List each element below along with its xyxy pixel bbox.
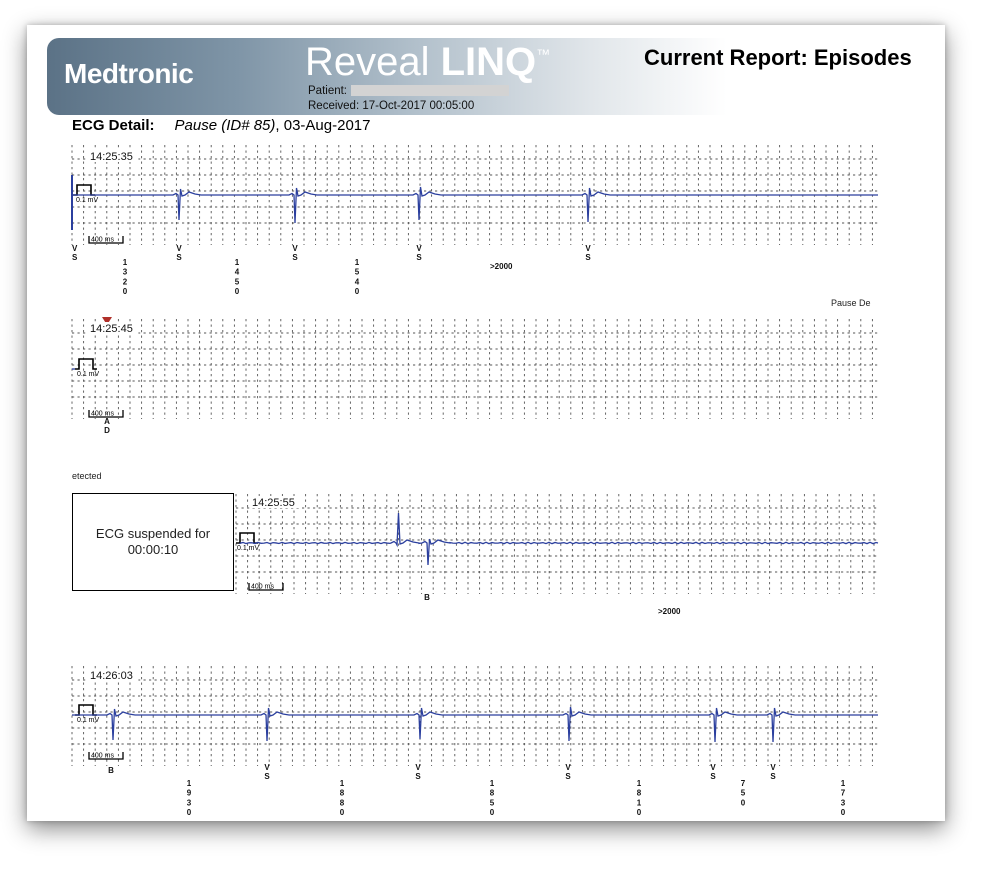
report-page (27, 25, 945, 821)
marker-label-4: S (565, 772, 571, 781)
rr-interval-1: 1 (234, 258, 240, 267)
ecg-grid-3 (236, 494, 878, 594)
gain-label-2: 0.1 mV (77, 371, 100, 378)
long-interval-1: >2000 (490, 262, 513, 271)
marker-label-1: V (585, 244, 591, 253)
rr-interval-4: 9 (186, 788, 192, 798)
suspended-text: ECG suspended for (95, 526, 211, 541)
rr-interval-1: 2 (122, 277, 128, 287)
marker-label-2: A (104, 417, 110, 426)
marker-label-4: S (710, 772, 716, 781)
rr-interval-4: 1 (339, 779, 345, 788)
ecg-detail-label: ECG Detail: (72, 117, 155, 134)
rr-interval-1: 5 (354, 267, 360, 277)
rr-interval-1: 0 (354, 287, 360, 297)
marker-label-4: V (565, 763, 571, 772)
report-title: Current Report: Episodes (644, 45, 912, 70)
rr-interval-4: 1 (186, 779, 192, 788)
rr-interval-4: 0 (489, 808, 495, 818)
gain-label-4: 0.1 mV (77, 717, 100, 724)
rr-interval-4: 1 (636, 798, 642, 808)
marker-label-4: S (415, 772, 421, 781)
rr-interval-1: 0 (234, 287, 240, 297)
ecg-grid-4 (72, 666, 878, 766)
marker-label-1: S (176, 253, 182, 262)
rr-interval-4: 8 (339, 788, 345, 798)
rr-interval-1: 4 (354, 277, 360, 287)
marker-label-4: V (264, 763, 270, 772)
strip-time-4: 14:26:03 (90, 670, 133, 682)
rr-interval-1: 3 (122, 267, 128, 277)
marker-label-1: S (416, 253, 422, 262)
scale-bar-label-4: 400 ms (91, 752, 114, 760)
rr-interval-4: 1 (840, 779, 846, 788)
rr-interval-4: 3 (186, 798, 192, 808)
calibration-pulse-4 (75, 705, 97, 715)
received-date: Received: 17-Oct-2017 00:05:00 (308, 100, 475, 112)
strip-time-3: 14:25:55 (252, 497, 295, 509)
rr-interval-4: 0 (339, 808, 345, 818)
scale-bar-label-3: 400 ms (251, 583, 274, 591)
marker-label-4: S (770, 772, 776, 781)
episode-date: , 03-Aug-2017 (275, 117, 371, 134)
episode-name: Pause (ID# 85) (174, 117, 276, 134)
rr-interval-1: 1 (122, 258, 128, 267)
rr-interval-4: 8 (489, 788, 495, 798)
calibration-pulse-2 (75, 359, 97, 369)
ecg-grid-2 (72, 319, 878, 419)
rr-interval-4: 8 (636, 788, 642, 798)
rr-interval-4: 0 (740, 798, 746, 808)
marker-label-4: V (415, 763, 421, 772)
marker-label-partial: S (72, 253, 78, 262)
marker-label-1: S (585, 253, 591, 262)
rr-interval-4: 5 (489, 798, 495, 808)
marker-label-2: D (104, 426, 110, 435)
rr-interval-4: 7 (840, 788, 846, 798)
rr-interval-4: 0 (186, 808, 192, 818)
rr-interval-4: 0 (636, 808, 642, 818)
gain-label-3: 0.1 mV (237, 545, 260, 552)
strip-time-2: 14:25:45 (90, 323, 133, 335)
rr-interval-1: 5 (234, 277, 240, 287)
scale-bar-label-1: 400 ms (91, 236, 114, 244)
pause-detected-note: Pause De (831, 298, 871, 308)
marker-label-partial: V (72, 244, 78, 253)
marker-label-1: S (292, 253, 298, 262)
marker-label-4: S (264, 772, 270, 781)
product-logo: Reveal LINQ™ (305, 40, 551, 84)
rr-interval-4: 1 (489, 779, 495, 788)
marker-label-1: V (292, 244, 298, 253)
patient-label: Patient: (308, 85, 347, 97)
long-interval-3: >2000 (658, 607, 681, 616)
rr-interval-1: 4 (234, 267, 240, 277)
rr-interval-4: 7 (740, 779, 746, 788)
ecg-suspended-box (72, 493, 234, 591)
gain-label-1: 0.1 mV (76, 197, 99, 204)
strip-time-1: 14:25:35 (90, 151, 133, 163)
rr-interval-4: 0 (840, 808, 846, 818)
ecg-strips (27, 25, 945, 821)
rr-interval-1: 0 (122, 287, 128, 297)
marker-label-4: V (770, 763, 776, 772)
rr-interval-4: 3 (840, 798, 846, 808)
marker-label-4: B (108, 766, 114, 775)
brand-logo: Medtronic (64, 58, 194, 89)
marker-label-3: B (424, 593, 430, 602)
rr-interval-1: 1 (354, 258, 360, 267)
marker-label-4: V (710, 763, 716, 772)
rr-interval-4: 8 (339, 798, 345, 808)
ecg-trace-3 (240, 513, 878, 565)
ecg-trace-1 (72, 187, 878, 223)
rr-interval-4: 5 (740, 788, 746, 798)
suspended-duration: 00:00:10 (127, 542, 179, 557)
rr-interval-4: 1 (636, 779, 642, 788)
pause-detected-note-cont: etected (72, 471, 102, 481)
marker-label-1: V (416, 244, 422, 253)
marker-label-1: V (176, 244, 182, 253)
calibration-pulse-3 (236, 533, 258, 543)
scale-bar-label-2: 400 ms (91, 410, 114, 418)
